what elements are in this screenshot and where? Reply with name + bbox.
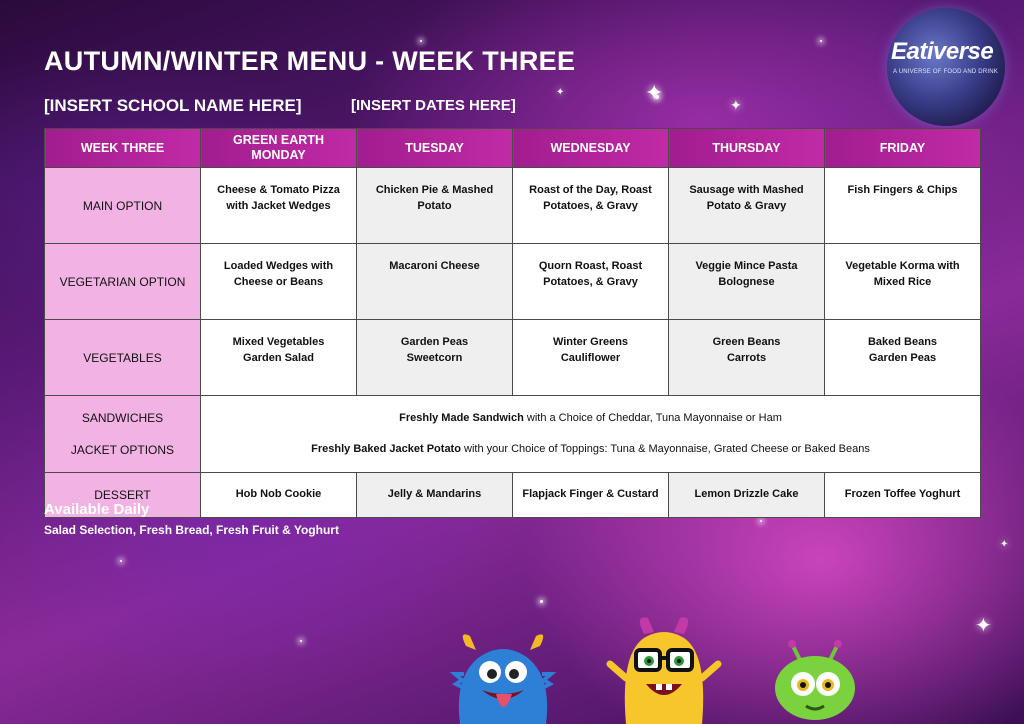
- cell-line: Potatoes, & Gravy: [543, 275, 638, 288]
- cell-line: Winter Greens: [552, 336, 629, 348]
- eativerse-logo: [887, 8, 1005, 126]
- cell-line: Potato & Gravy: [706, 199, 787, 212]
- column-header: WEEK THREE: [45, 129, 201, 168]
- menu-cell: [825, 168, 981, 244]
- cell-line: Carrots: [726, 351, 767, 364]
- logo-name: Eativerse: [891, 38, 994, 65]
- cell-line: Green Beans: [712, 336, 781, 348]
- cell-line: with Jacket Wedges: [226, 199, 331, 212]
- star-sparkle-icon: [420, 40, 422, 42]
- cell-line: Fish Fingers & Chips: [847, 184, 958, 196]
- menu-cell: [357, 244, 513, 320]
- jacket-details: with your Choice of Toppings: Tuna & Mayonnaise, Grated Cheese or Baked Beans: [460, 443, 870, 455]
- page-title: AUTUMN/WINTER MENU - WEEK THREE: [44, 46, 576, 76]
- star-sparkle-icon: [300, 640, 302, 642]
- menu-cell: Hob Nob Cookie: [201, 473, 357, 518]
- menu-cell: Jelly & Mandarins: [357, 473, 513, 518]
- cell-line: Cheese or Beans: [233, 275, 324, 288]
- star-sparkle-icon: ✦: [645, 80, 664, 105]
- yellow-monster-icon: [604, 614, 724, 724]
- star-sparkle-icon: ✦: [730, 97, 742, 113]
- cell-line: Mixed Vegetables: [232, 336, 325, 348]
- cell-line: Potatoes, & Gravy: [543, 199, 638, 212]
- star-sparkle-icon: [120, 560, 122, 562]
- cell-line: Sausage with Mashed: [689, 184, 804, 196]
- column-header: WEDNESDAY: [513, 129, 669, 168]
- row-label-combined: [45, 396, 201, 473]
- cell-line: Bolognese: [718, 275, 775, 288]
- cell-line: Cauliflower: [560, 351, 621, 364]
- available-daily-title: Available Daily: [44, 501, 150, 518]
- dates-placeholder: [INSERT DATES HERE]: [351, 97, 516, 114]
- menu-cell: [201, 320, 357, 396]
- sandwich-line: [207, 411, 974, 427]
- cell-line: Mixed Rice: [873, 275, 932, 288]
- table-row-sandwich-jacket: [45, 396, 981, 473]
- cell-line: Garden Peas: [868, 351, 937, 364]
- row-label-sandwiches: SANDWICHES: [81, 411, 164, 425]
- cell-line: Macaroni Cheese: [389, 260, 480, 272]
- menu-table: [44, 128, 981, 518]
- menu-cell: [669, 320, 825, 396]
- table-row: [45, 168, 981, 244]
- cell-line: Veggie Mince Pasta: [695, 260, 798, 272]
- table-header-row: [45, 129, 981, 168]
- column-header: THURSDAY: [669, 129, 825, 168]
- column-header: GREEN EARTH MONDAY: [201, 129, 357, 168]
- star-sparkle-icon: ✦: [975, 615, 992, 637]
- school-name-placeholder: [INSERT SCHOOL NAME HERE]: [44, 96, 302, 115]
- cell-line: Garden Salad: [243, 351, 314, 364]
- menu-cell: [357, 168, 513, 244]
- cell-line: Quorn Roast, Roast: [538, 260, 643, 272]
- jacket-line: [207, 442, 974, 458]
- cell-line: Sweetcorn: [406, 351, 463, 364]
- menu-cell: [201, 244, 357, 320]
- sandwich-title: Freshly Made Sandwich: [399, 411, 524, 424]
- cell-line: Cheese & Tomato Pizza: [217, 184, 340, 196]
- menu-cell: [825, 244, 981, 320]
- cell-line: Baked Beans: [867, 336, 938, 348]
- row-label: VEGETABLES: [45, 320, 201, 396]
- row-label: VEGETARIAN OPTION: [45, 244, 201, 320]
- star-sparkle-icon: ✦: [1000, 539, 1009, 550]
- star-sparkle-icon: ✦: [556, 87, 565, 98]
- table-row: [45, 473, 981, 518]
- cell-line: Loaded Wedges with: [223, 260, 334, 272]
- blue-monster-icon: [448, 628, 558, 724]
- cell-line: Vegetable Korma with: [845, 260, 960, 272]
- green-alien-icon: [770, 640, 860, 724]
- column-header: FRIDAY: [825, 129, 981, 168]
- jacket-title: Freshly Baked Jacket Potato: [311, 443, 461, 455]
- menu-cell: [201, 168, 357, 244]
- star-sparkle-icon: [540, 600, 543, 603]
- menu-cell: [669, 244, 825, 320]
- row-label: DESSERT: [45, 473, 201, 518]
- menu-cell: [513, 168, 669, 244]
- cell-line: Roast of the Day, Roast: [529, 184, 652, 196]
- menu-cell: Flapjack Finger & Custard: [513, 473, 669, 518]
- row-label-jacket-options: JACKET OPTIONS: [70, 443, 175, 457]
- cell-line: Garden Peas: [400, 336, 469, 348]
- menu-cell-combined: [201, 396, 981, 473]
- star-sparkle-icon: [820, 40, 822, 42]
- sandwich-details: with a Choice of Cheddar, Tuna Mayonnaise or Ham: [523, 411, 782, 424]
- logo-tagline: A UNIVERSE OF FOOD AND DRINK: [893, 69, 998, 75]
- column-header: TUESDAY: [357, 129, 513, 168]
- table-row: [45, 244, 981, 320]
- row-label: MAIN OPTION: [45, 168, 201, 244]
- menu-cell: [669, 168, 825, 244]
- menu-cell: [357, 320, 513, 396]
- menu-cell: [513, 244, 669, 320]
- menu-cell: [825, 320, 981, 396]
- cell-line: Potato: [417, 199, 452, 212]
- star-sparkle-icon: [760, 520, 762, 522]
- menu-cell: [513, 320, 669, 396]
- table-row: [45, 320, 981, 396]
- available-daily-items: Salad Selection, Fresh Bread, Fresh Fruit & Yoghurt: [44, 523, 339, 537]
- menu-cell: Frozen Toffee Yoghurt: [825, 473, 981, 518]
- menu-cell: Lemon Drizzle Cake: [669, 473, 825, 518]
- cell-line: Chicken Pie & Mashed: [375, 184, 494, 196]
